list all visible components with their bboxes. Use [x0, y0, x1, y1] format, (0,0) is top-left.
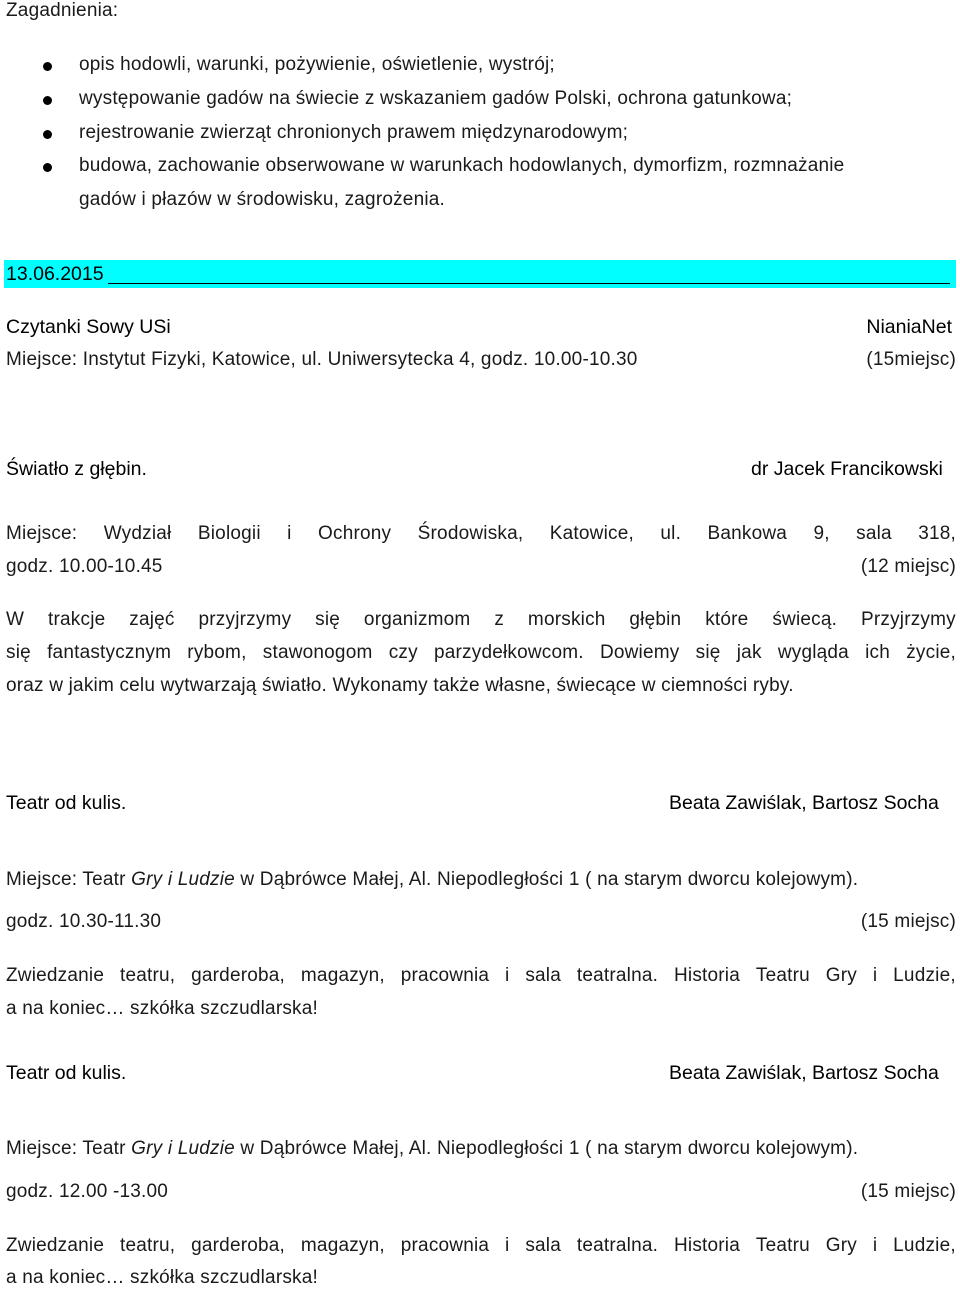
list-item: rejestrowanie zwierząt chronionych prawem międzynarodowym;: [79, 122, 629, 143]
list-item: opis hodowli, warunki, pożywienie, oświetlenie, wystrój;: [79, 54, 555, 75]
event-title: Światło z głębin.: [6, 458, 147, 480]
event-description: W trakcje zajęć przyjrzymy się organizmom z morskich głębin które świecą. Przyjrzymy: [6, 609, 956, 630]
event-place: Miejsce: Teatr Gry i Ludzie w Dąbrówce Małej, Al. Niepodległości 1 ( na starym dworcu kolejowym).: [6, 869, 859, 890]
list-item: występowanie gadów na świecie z wskazaniem gadów Polski, ochrona gatunkowa;: [79, 88, 793, 109]
event-description: się fantastycznym rybom, stawonogom czy parzydełkowcom. Dowiemy się jak wygląda ich życie,: [6, 642, 956, 663]
event-seats: (12 miejsc): [860, 556, 956, 577]
date-underline: [108, 283, 950, 284]
event-time: godz. 12.00 -13.00: [6, 1181, 169, 1202]
bullet-icon: [43, 130, 52, 139]
event-description: a na koniec… szkółka szczudlarska!: [6, 998, 318, 1019]
event-title: Teatr od kulis.: [6, 1062, 127, 1084]
event-seats: (15 miejsc): [860, 911, 956, 932]
bullet-icon: [43, 62, 52, 71]
event-seats: (15miejsc): [866, 349, 956, 370]
event-time: godz. 10.30-11.30: [6, 911, 162, 932]
event-host: Beata Zawiślak, Bartosz Socha: [669, 1062, 939, 1084]
event-host: dr Jacek Francikowski: [751, 458, 943, 480]
section-heading: Zagadnienia:: [6, 0, 119, 21]
event-title: Czytanki Sowy USi: [6, 316, 171, 338]
event-seats: (15 miejsc): [860, 1181, 956, 1202]
event-place: Miejsce: Instytut Fizyki, Katowice, ul. Uniwersytecka 4, godz. 10.00-10.30: [6, 349, 638, 370]
bullet-icon: [43, 163, 52, 172]
event-host: Beata Zawiślak, Bartosz Socha: [669, 792, 939, 814]
event-description: a na koniec… szkółka szczudlarska!: [6, 1267, 318, 1288]
event-description: Zwiedzanie teatru, garderoba, magazyn, pracownia i sala teatralna. Historia Teatru Gry i Ludzie,: [6, 965, 956, 986]
list-item: budowa, zachowanie obserwowane w warunkach hodowlanych, dymorfizm, rozmnażanie: [79, 155, 845, 176]
event-date: 13.06.2015: [6, 263, 104, 285]
event-time: godz. 10.00-10.45: [6, 556, 163, 577]
list-item-continuation: gadów i płazów w środowisku, zagrożenia.: [79, 189, 446, 210]
event-description: Zwiedzanie teatru, garderoba, magazyn, pracownia i sala teatralna. Historia Teatru Gry i Ludzie,: [6, 1235, 956, 1256]
event-title: Teatr od kulis.: [6, 792, 127, 814]
event-description: oraz w jakim celu wytwarzają światło. Wykonamy także własne, świecące w ciemności ryby.: [6, 675, 794, 696]
event-place: Miejsce: Teatr Gry i Ludzie w Dąbrówce Małej, Al. Niepodległości 1 ( na starym dworcu kolejowym).: [6, 1138, 859, 1159]
bullet-icon: [43, 96, 52, 105]
event-organizer: NianiaNet: [866, 316, 952, 338]
event-place: Miejsce: Wydział Biologii i Ochrony Środowiska, Katowice, ul. Bankowa 9, sala 318,: [6, 523, 956, 544]
